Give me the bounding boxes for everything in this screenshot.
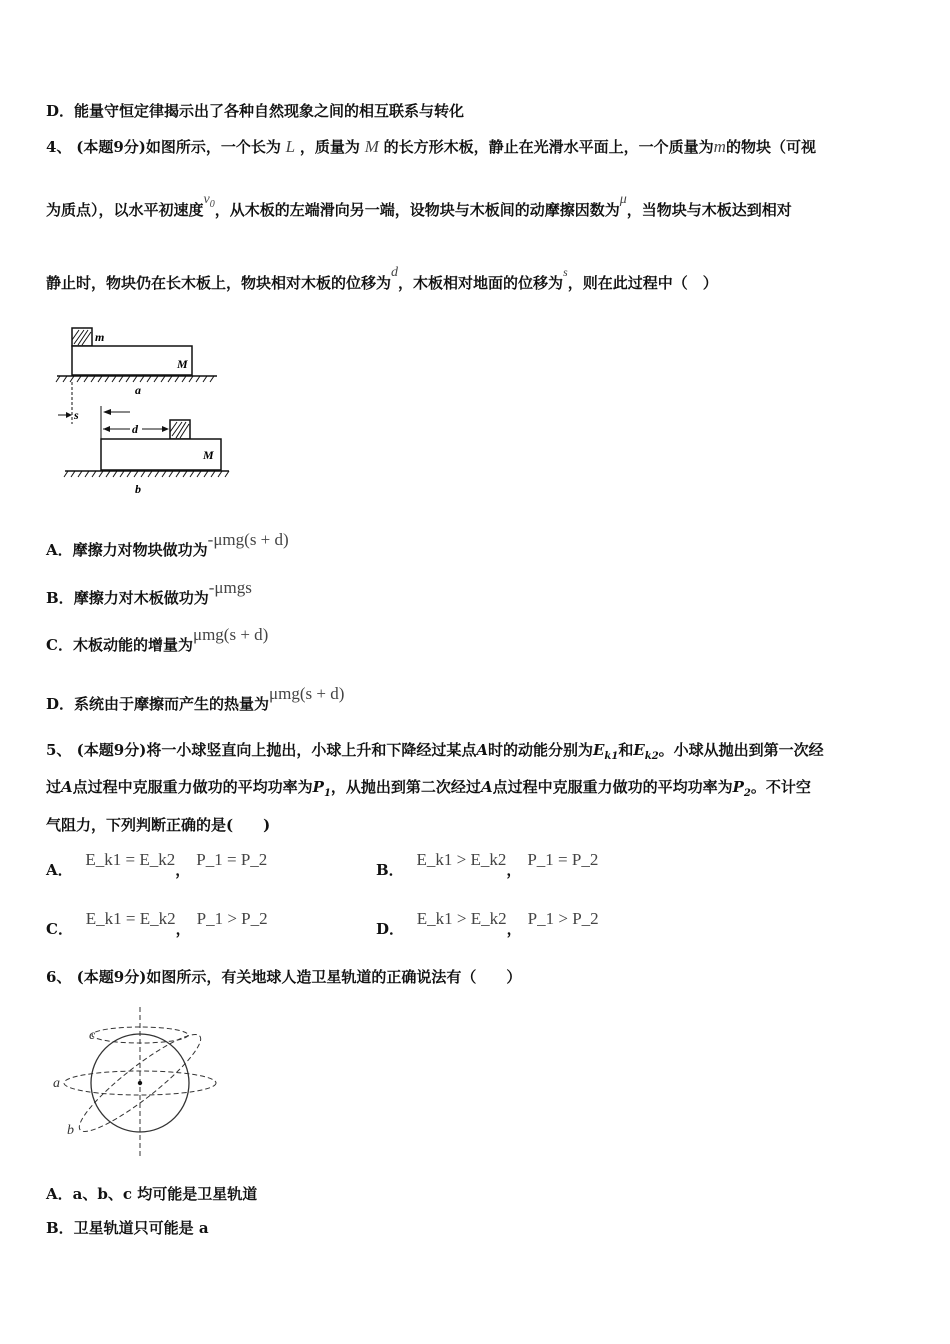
q4-text: 如图所示，一个长为 (145, 138, 281, 156)
label-M-a: M (177, 357, 188, 371)
q5-text: 过 (46, 778, 62, 796)
var-P1: $P_1$ (312, 778, 331, 799)
label-s: s (74, 408, 79, 422)
option-formula: -μmg(s + d) (207, 530, 289, 549)
orbit-label-a: a (53, 1076, 60, 1091)
q6-score: (本题9分) (76, 968, 147, 986)
q6-option-a: A．a、b、c 均可能是卫星轨道 (46, 1185, 258, 1203)
comma: ， (506, 920, 522, 938)
comma: ， (175, 920, 191, 938)
q4-score: (本题9分) (76, 138, 146, 156)
var-v0: $v_0$ (203, 192, 215, 210)
q5-text: 。不计空 (750, 778, 811, 796)
q5-text: 点过程中克服重力做功的平均功率为 (492, 778, 733, 796)
option-text: 摩擦力对物块做功为 (72, 541, 208, 559)
q4-text: 的物块（可视 (725, 138, 816, 156)
q5-text: 。小球从抛出到第一次经 (658, 741, 824, 759)
figure-a (56, 328, 217, 397)
var-d: d (391, 265, 399, 280)
q4-figure (55, 318, 255, 500)
q4-text: 的长方形木板，静止在光滑水平面上，一个质量为 (383, 138, 714, 156)
q5-stem-line3: 气阻力，下列判断正确的是( ) (46, 816, 271, 834)
q5-score: (本题9分) (76, 741, 147, 759)
q4-stem-line3 (46, 265, 718, 295)
q5-option-b (376, 850, 599, 880)
q3-option-d: D．能量守恒定律揭示出了各种自然现象之间的相互联系与转化 (46, 102, 465, 120)
comma: ， (506, 861, 522, 879)
option-label: A． (46, 861, 73, 879)
q4-text: ，质量为 (299, 138, 360, 156)
var-P2: $P_2$ (732, 778, 751, 799)
var-M: M (364, 137, 379, 156)
formula-p: P_1 = P_2 (527, 850, 599, 869)
block-m-b (170, 420, 190, 439)
option-label: B． (376, 861, 404, 879)
var-m: m (713, 137, 726, 156)
figure-b (64, 406, 229, 496)
var-A: A (476, 741, 488, 759)
q4-option-d (46, 684, 345, 714)
q4-option-a (46, 530, 289, 560)
q4-option-b (46, 578, 252, 608)
option-text: 摩擦力对木板做功为 (73, 589, 209, 607)
formula-ek: E_k1 = E_k2 (85, 909, 176, 928)
label-a: a (135, 383, 141, 397)
q4-stem-line1 (46, 137, 816, 157)
q6-stem (46, 967, 521, 987)
q4-option-c (46, 625, 269, 655)
formula-ek: E_k1 = E_k2 (85, 850, 176, 869)
q5-stem-line1 (46, 740, 824, 767)
option-text: 系统由于摩擦而产生的热量为 (74, 695, 270, 713)
option-text: 木板动能的增量为 (72, 636, 193, 654)
var-L: L (285, 137, 296, 156)
earth-center (138, 1081, 142, 1085)
formula-ek: E_k1 > E_k2 (416, 850, 507, 869)
q5-option-d (376, 909, 599, 939)
q5-text: 将一小球竖直向上抛出，小球上升和下降经过某点 (146, 741, 477, 759)
q4-stem-line2 (46, 192, 792, 227)
orbit-label-c: c (89, 1028, 96, 1043)
q6-orbit-figure (50, 1005, 225, 1160)
q6-number: 6、 (46, 968, 72, 986)
option-label: C． (46, 920, 73, 938)
comma: ， (175, 861, 191, 879)
label-M-b: M (203, 448, 214, 462)
ground-hatch-b (64, 471, 229, 477)
option-label: D． (46, 695, 75, 713)
ground-hatch-a (56, 376, 214, 382)
q5-text: 时的动能分别为 (487, 741, 593, 759)
q6-text: 如图所示，有关地球人造卫星轨道的正确说法有（ ） (146, 968, 522, 986)
q4-text: 为质点），以水平初速度 (46, 201, 204, 219)
label-d: d (132, 422, 138, 436)
option-label: C． (46, 636, 73, 654)
var-s: s (563, 265, 568, 279)
option-formula: μmg(s + d) (269, 684, 345, 703)
formula-p: P_1 > P_2 (527, 909, 599, 928)
s-indicator (58, 382, 79, 424)
q5-text: ，从抛出到第二次经过 (330, 778, 481, 796)
option-formula: μmg(s + d) (192, 625, 269, 644)
q5-option-a (46, 850, 268, 880)
q4-text: ，则在此过程中（ ） (567, 274, 718, 292)
var-Ek2: $E_{k2}$ (633, 741, 659, 762)
q4-text: ，木板相对地面的位移为 (398, 274, 564, 292)
q4-text: 静止时，物块仍在长木板上，物块相对木板的位移为 (46, 274, 392, 292)
formula-ek: E_k1 > E_k2 (416, 909, 507, 928)
var-A: A (480, 778, 493, 796)
label-m: m (95, 330, 105, 344)
q5-stem-line2 (46, 777, 811, 804)
q5-option-c (46, 909, 268, 939)
orbit-label-b: b (67, 1123, 74, 1138)
formula-p: P_1 > P_2 (196, 909, 268, 928)
var-A: A (61, 778, 73, 796)
option-label: B． (46, 589, 74, 607)
q6-option-b: B．卫星轨道只可能是 a (46, 1219, 209, 1237)
q4-text: ，从木板的左端滑向另一端，设物块与木板间的动摩擦因数为 (214, 201, 620, 219)
option-formula: -μmgs (208, 578, 252, 597)
q5-number: 5、 (46, 741, 72, 759)
formula-p: P_1 = P_2 (196, 850, 268, 869)
q4-number: 4、 (46, 138, 72, 156)
board-M-a (72, 346, 192, 375)
option-label: A． (46, 541, 73, 559)
q5-text: 和 (618, 741, 634, 759)
label-b: b (135, 482, 141, 496)
q4-text: ，当物块与木板达到相对 (626, 201, 792, 219)
option-label: D． (376, 920, 405, 938)
q5-text: 点过程中克服重力做功的平均功率为 (72, 778, 313, 796)
var-mu: μ (619, 192, 627, 207)
var-Ek1: $E_{k1}$ (592, 741, 619, 762)
